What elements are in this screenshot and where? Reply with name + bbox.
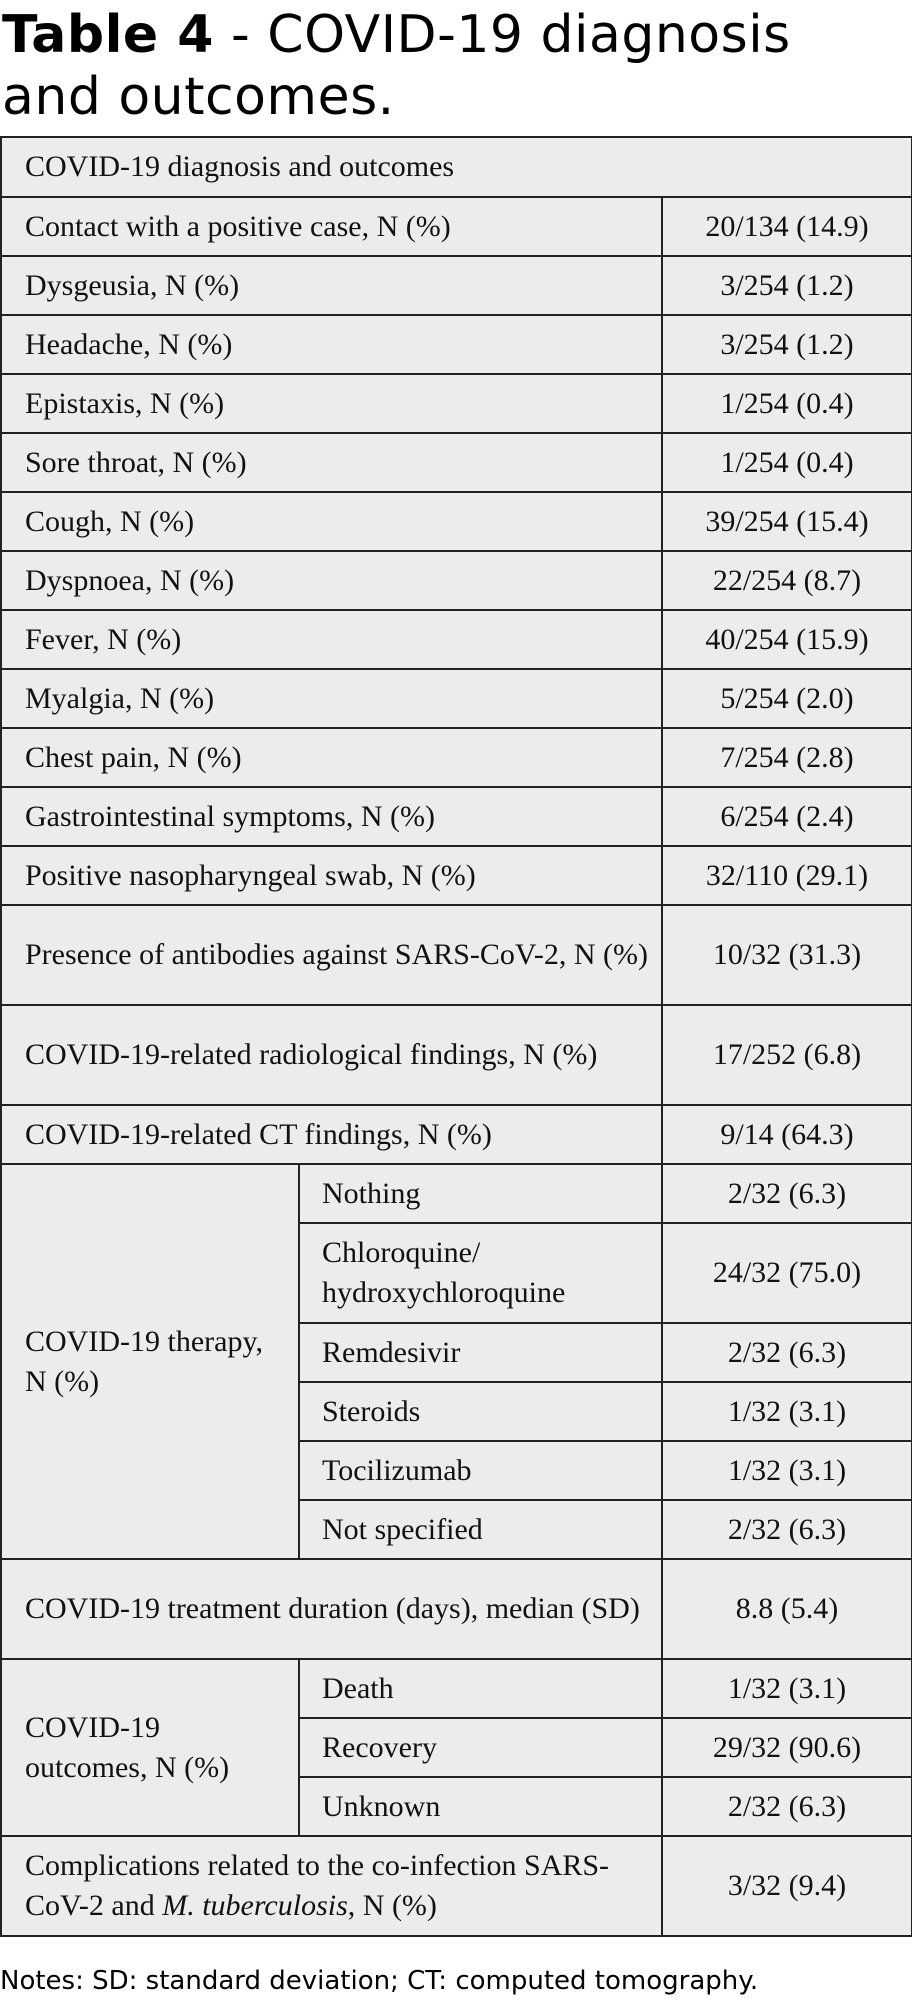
table-row: [1, 315, 912, 374]
table-header-row: [1, 137, 912, 197]
row-value: 3/254 (1.2): [662, 256, 912, 315]
table-row: [1, 1559, 912, 1659]
row-value: 3/32 (9.4): [662, 1836, 912, 1936]
row-value: 5/254 (2.0): [662, 669, 912, 728]
table-row: [1, 1105, 912, 1164]
therapy-item-value: 1/32 (3.1): [662, 1382, 912, 1441]
outcome-item-value: 1/32 (3.1): [662, 1659, 912, 1718]
row-value: 17/252 (6.8): [662, 1005, 912, 1105]
table-caption: - COVID-19 diagnosis and outcomes.: [2, 5, 791, 127]
therapy-item-label: Steroids: [299, 1382, 662, 1441]
table-row: [1, 374, 912, 433]
table-row: [1, 492, 912, 551]
table-number: Table 4: [2, 5, 214, 65]
row-label: Headache, N (%): [1, 315, 662, 374]
table-row: [1, 669, 912, 728]
outcomes-group-label: COVID-19 outcomes, N (%): [1, 1659, 299, 1836]
row-value: 10/32 (31.3): [662, 905, 912, 1005]
therapy-item-label: Chloroquine/ hydroxychloroquine: [299, 1223, 662, 1323]
row-label: COVID-19-related radiological findings, N (%): [1, 1005, 662, 1105]
table-row: [1, 905, 912, 1005]
table-title: [2, 4, 907, 128]
row-label: Contact with a positive case, N (%): [1, 197, 662, 256]
row-value: 6/254 (2.4): [662, 787, 912, 846]
therapy-item-label: Remdesivir: [299, 1323, 662, 1382]
table-row: [1, 1164, 912, 1223]
therapy-item-value: 2/32 (6.3): [662, 1164, 912, 1223]
table-row: [1, 433, 912, 492]
row-label: Presence of antibodies against SARS-CoV-2, N (%): [1, 905, 662, 1005]
row-value: 7/254 (2.8): [662, 728, 912, 787]
row-label: Chest pain, N (%): [1, 728, 662, 787]
row-value: 20/134 (14.9): [662, 197, 912, 256]
outcome-item-label: Unknown: [299, 1777, 662, 1836]
row-value: 8.8 (5.4): [662, 1559, 912, 1659]
therapy-item-value: 2/32 (6.3): [662, 1500, 912, 1559]
row-label: COVID-19 treatment duration (days), median (SD): [1, 1559, 662, 1659]
row-label: Dyspnoea, N (%): [1, 551, 662, 610]
outcome-item-label: Recovery: [299, 1718, 662, 1777]
row-value: 39/254 (15.4): [662, 492, 912, 551]
row-label: Dysgeusia, N (%): [1, 256, 662, 315]
row-label: Positive nasopharyngeal swab, N (%): [1, 846, 662, 905]
row-value: 9/14 (64.3): [662, 1105, 912, 1164]
row-value: 22/254 (8.7): [662, 551, 912, 610]
complications-label-suffix: , N (%): [347, 1889, 437, 1922]
row-value: 3/254 (1.2): [662, 315, 912, 374]
table-notes: Notes: SD: standard deviation; CT: computed tomography.: [0, 1966, 759, 1996]
table-row: [1, 1659, 912, 1718]
table-row: [1, 256, 912, 315]
therapy-item-value: 24/32 (75.0): [662, 1223, 912, 1323]
row-label: Sore throat, N (%): [1, 433, 662, 492]
row-value: 1/254 (0.4): [662, 433, 912, 492]
therapy-item-value: 2/32 (6.3): [662, 1323, 912, 1382]
outcome-item-label: Death: [299, 1659, 662, 1718]
row-label: COVID-19-related CT findings, N (%): [1, 1105, 662, 1164]
row-label: Fever, N (%): [1, 610, 662, 669]
table-row: [1, 197, 912, 256]
table-row: [1, 846, 912, 905]
table-header: COVID-19 diagnosis and outcomes: [1, 137, 912, 197]
complications-label-text: Complications related to the co-infection SARS-CoV-2 and: [25, 1849, 610, 1922]
row-label: Cough, N (%): [1, 492, 662, 551]
covid-outcomes-table: [0, 136, 912, 1937]
table-row: [1, 551, 912, 610]
row-label: [1, 1836, 662, 1936]
table-row: [1, 728, 912, 787]
therapy-item-label: Nothing: [299, 1164, 662, 1223]
therapy-item-label: Not specified: [299, 1500, 662, 1559]
outcome-item-value: 2/32 (6.3): [662, 1777, 912, 1836]
table-row: [1, 1836, 912, 1936]
complications-label-italic: M. tuberculosis: [162, 1889, 348, 1922]
row-value: 1/254 (0.4): [662, 374, 912, 433]
therapy-item-label: Tocilizumab: [299, 1441, 662, 1500]
table-row: [1, 1005, 912, 1105]
row-label: Gastrointestinal symptoms, N (%): [1, 787, 662, 846]
table-row: [1, 610, 912, 669]
therapy-item-value: 1/32 (3.1): [662, 1441, 912, 1500]
row-value: 40/254 (15.9): [662, 610, 912, 669]
outcome-item-value: 29/32 (90.6): [662, 1718, 912, 1777]
row-value: 32/110 (29.1): [662, 846, 912, 905]
therapy-group-label: COVID-19 therapy, N (%): [1, 1164, 299, 1559]
row-label: Myalgia, N (%): [1, 669, 662, 728]
row-label: Epistaxis, N (%): [1, 374, 662, 433]
table-row: [1, 787, 912, 846]
